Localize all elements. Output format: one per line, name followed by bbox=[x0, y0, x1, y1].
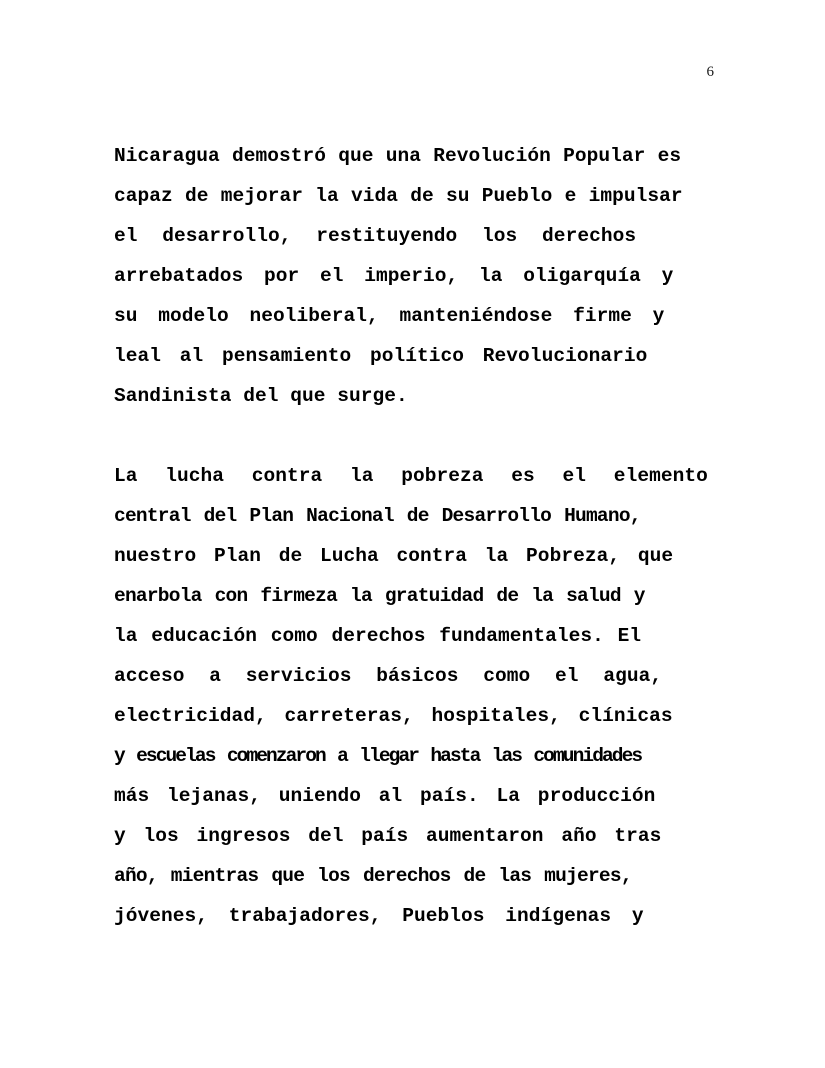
text-line: más lejanas, uniendo al país. La producción bbox=[114, 785, 656, 807]
text-line: nuestro Plan de Lucha contra la Pobreza, que bbox=[114, 545, 674, 567]
text-line: su modelo neoliberal, manteniéndose firme y bbox=[114, 305, 665, 327]
text-line: arrebatados por el imperio, la oligarquía y bbox=[114, 265, 674, 287]
text-line: Sandinista del que surge. bbox=[114, 385, 408, 407]
paragraph-1 bbox=[114, 136, 711, 416]
text-line: acceso a servicios básicos como el agua, bbox=[114, 665, 663, 687]
text-line: enarbola con firmeza la gratuidad de la salud y bbox=[114, 585, 645, 607]
text-line: jóvenes, trabajadores, Pueblos indígenas y bbox=[114, 905, 644, 927]
text-line: electricidad, carreteras, hospitales, clínicas bbox=[114, 705, 673, 727]
document-body bbox=[114, 136, 711, 936]
text-line: y los ingresos del país aumentaron año tras bbox=[114, 825, 662, 847]
text-line: y escuelas comenzaron a llegar hasta las comunidades bbox=[114, 745, 642, 767]
text-line: la educación como derechos fundamentales. El bbox=[114, 625, 642, 647]
text-line: año, mientras que los derechos de las mujeres, bbox=[114, 865, 632, 887]
page-number: 6 bbox=[706, 64, 714, 80]
text-line: capaz de mejorar la vida de su Pueblo e impulsar bbox=[114, 185, 683, 207]
text-line: central del Plan Nacional de Desarrollo Humano, bbox=[114, 505, 641, 527]
text-line: La lucha contra la pobreza es el elemento bbox=[114, 465, 708, 487]
text-line: leal al pensamiento político Revolucionario bbox=[114, 345, 648, 367]
text-line: el desarrollo, restituyendo los derechos bbox=[114, 225, 637, 247]
text-line: Nicaragua demostró que una Revolución Popular es bbox=[114, 145, 682, 167]
paragraph-2 bbox=[114, 456, 711, 936]
